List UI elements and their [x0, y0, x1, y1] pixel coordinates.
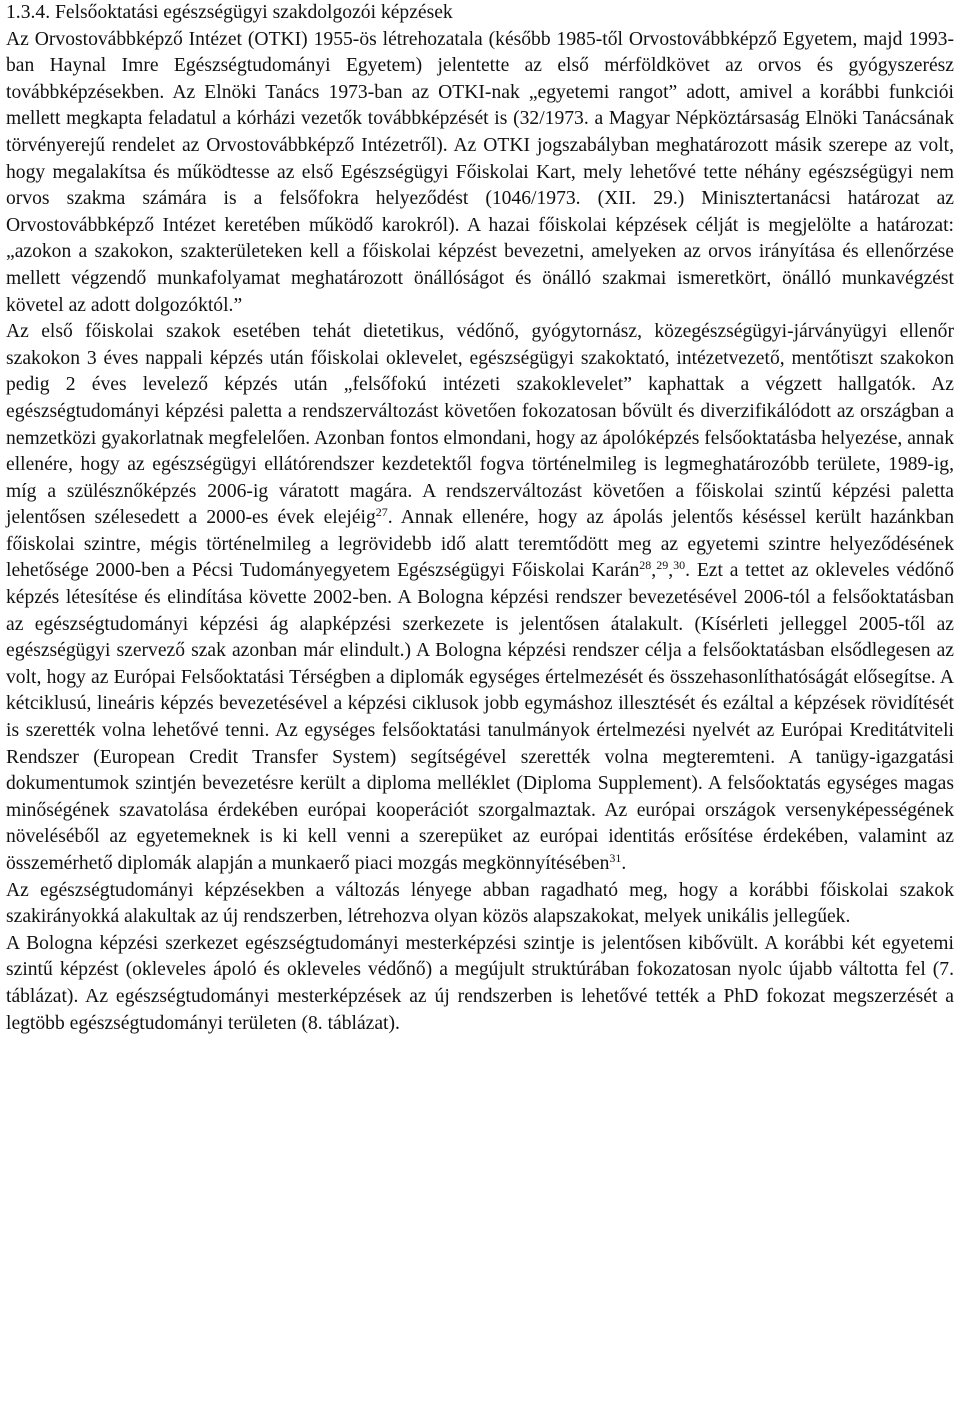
footnote-ref-29: 29	[656, 558, 669, 573]
footnote-ref-28: 28	[639, 558, 652, 573]
section-heading: 1.3.4. Felsőoktatási egészségügyi szakdolgozói képzések	[6, 2, 453, 23]
paragraph-text: Az Orvostovábbképző Intézet (OTKI) 1955-ös létrehozatala (később 1985-től Orvostovábbképző Egyetem, majd 1993-ban Haynal Imre Egészségtudományi Egyetem) jelentette az első mérföldkövet az orvos és gyógyszerész továbbképzésekben. Az Elnöki Tanács 1973-ban az OTKI-nak „egyetemi rangot” adott, amivel a korábbi funkciói mellett megkapta feladatul a kórházi vezetők továbbképzését is (32/1973. a Magyar Népköztársaság Elnöki Tanácsának törvényerejű rendelet az Orvostovábbképző Intézetről). Az OTKI jogszabályban meghatározott másik szerepe az volt, hogy megalakítsa és működtesse az első Egészségügyi Főiskolai Kart, mely lehetővé tette néhány egészségügyi nem orvos szakma számára is a felsőfokra helyeződést (1046/1973. (XII. 29.) Minisztertanácsi határozat az Orvostovábbképző Intézet keretében működő karokról). A hazai főiskolai képzések célját is megjelölte a határozat: „azokon a szakokon, szakterületeken kell a főiskolai képzést bevezetni, amelyeken az orvos irányítása és ellenőrzése mellett végzendő munkafolyamat meghatározott önállóságot és önálló szakmai ismeretkört, önálló munkavégzést követel az adott dolgozóktól.”	[6, 28, 954, 316]
paragraph-text: . Ezt a tettet az okleveles védőnő képzés létesítése és elindítása követte 2002-ben. A Bologna képzési rendszer bevezetésével 2006-tól a felsőoktatásban az egészségtudományi képzési ág alapképzési szerkezete is jelentősen átalakult. (Kísérleti jelleggel 2005-től az egészségügyi szervező szak azonban már elindult.) A Bologna képzési rendszer célja a felsőoktatásban elsődlegesen az volt, hogy az Európai Felsőoktatási Térségben a diplomák egységes értelmezését és összehasonlíthatóságát elősegítse. A kétciklusú, lineáris képzés bevezetésével a képzési ciklusok jobb egymáshoz illesztését és ezáltal a képzések rövidítését is szerették volna lehetővé tenni. Az egységes felsőoktatási tanulmányok értelmezési nyelvét az Európai Kreditátviteli Rendszer (European Credit Transfer System) segítségével szerették volna megteremteni. A tanügy-igazgatási dokumentumok szintjén bevezetésre került a diploma melléklet (Diploma Supplement). A felsőoktatás egységes magas minőségének szavatolása érdekében európai kooperációt szorgalmaztak. Az európai országok versenyképességének növeléséből az egyetemeknek is ki kell venni a szerepüket az európai identitás erősítése érdekében, valamint az összemérhető diplomák alapján a munkaerő piaci mozgás megkönnyítésében	[6, 560, 955, 874]
paragraph-text: Az egészségtudományi képzésekben a változás lényege abban ragadható meg, hogy a korábbi főiskolai szakok szakirányokká alakultak az új rendszerben, létrehozva olyan közös alapszakokat, melyek unikális jellegűek.	[6, 879, 954, 928]
paragraph-text: .	[621, 853, 627, 874]
footnote-separator: ,	[668, 560, 674, 582]
footnote-ref-31: 31	[609, 851, 622, 865]
footnote-separator: ,	[651, 560, 657, 582]
paragraph-text: . Annak ellenére, hogy az ápolás jelentős késéssel került hazánkban főiskolai szintre, mégis történelmileg a legrövidebb idő alatt teremtődött meg az egyetemi szintre helyeződésének lehetősége 2000-ben a Pécsi Tudományegyetem Egészségügyi Főiskolai Karán	[6, 507, 954, 582]
paragraph-college-programs	[6, 319, 954, 877]
footnote-ref-27: 27	[375, 505, 388, 520]
paragraph-masters-programs	[6, 931, 954, 1037]
paragraph-otki-history	[6, 27, 954, 320]
paragraph-text: A Bologna képzési szerkezet egészségtudományi mesterképzési szintje is jelentősen kibővült. A korábbi két egyetemi szintű képzést (okleveles ápoló és okleveles védőnő) a megújult struktúrában fokozatosan nyolc újabb váltotta fel (7. táblázat). Az egészségtudományi mesterképzések az új rendszerben is lehetővé tették a PhD fokozat megszerzését a legtöbb egészségtudományi területen (8. táblázat).	[6, 932, 954, 1034]
paragraph-specializations	[6, 878, 954, 931]
paragraph-text: Az első főiskolai szakok esetében tehát dietetikus, védőnő, gyógytornász, közegészségügyi-járványügyi ellenőr szakokon 3 éves nappali képzés után főiskolai oklevelet, egészségügyi szakoktató, intézetvezető, mentőtiszt szakokon pedig 2 éves levelező képzés után „felsőfokú intézeti szakoklevelet” kaphattak a végzett hallgatók. Az egészségtudományi képzési paletta a rendszerváltozást követően fokozatosan bővült és diverzifikálódott az országban a nemzetközi gyakorlatnak megfelelően. Azonban fontos elmondani, hogy az ápolóképzés felsőoktatásba helyezése, annak ellenére, hogy az egészségügyi ellátórendszer kezdetektől fogva történelmileg is legmeghatározóbb területe, 1989-ig, míg a szülésznőképzés 2006-ig váratott magára. A rendszerváltozást követően a főiskolai szintű képzési paletta jelentősen szélesedett a 2000-es évek elejéig	[6, 321, 954, 529]
footnote-ref-30: 30	[673, 558, 686, 573]
